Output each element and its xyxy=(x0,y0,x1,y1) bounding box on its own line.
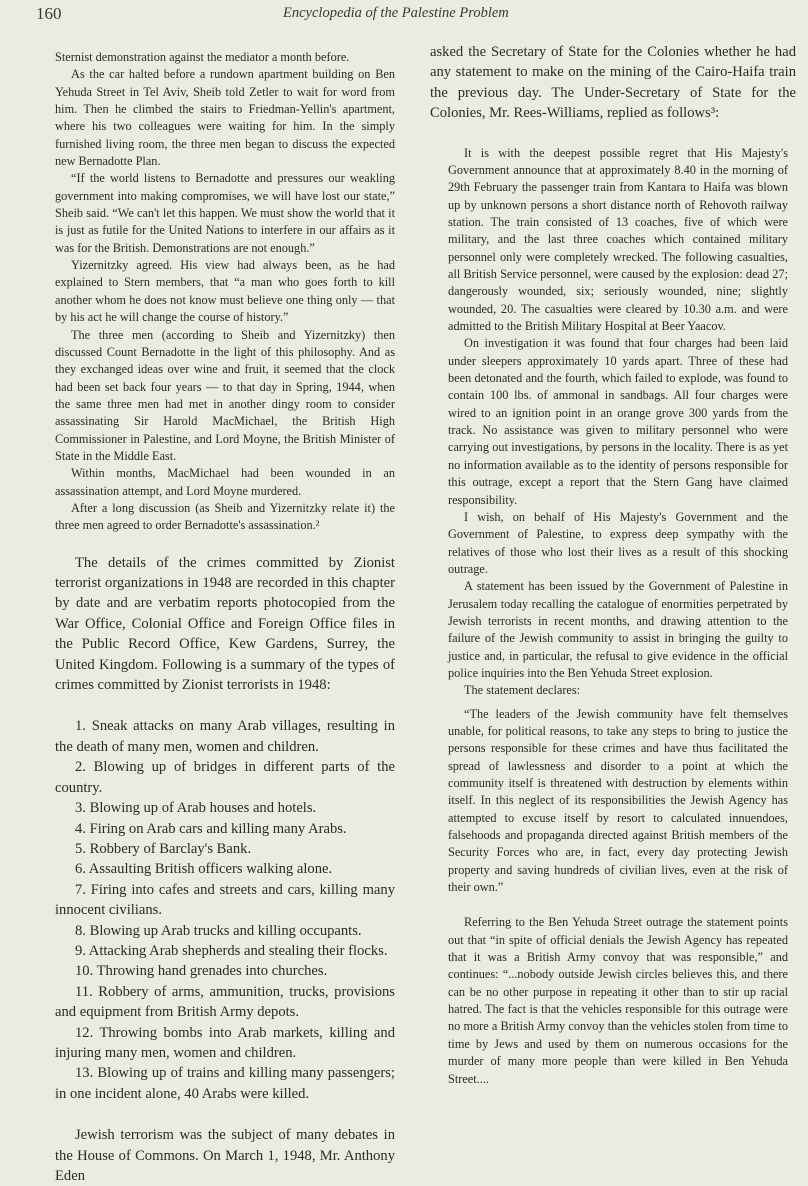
paragraph: As the car halted before a rundown apartment building on Ben Yehuda Street in Tel Aviv, Sheib told Zetler to wait for word from him. Then he climbed the stairs to Friedman-Yellin's apartment, where his two colleagues were waiting for him. In the simply furnished living room, the three men began to discuss the expected new Bernadotte Plan. xyxy=(55,67,395,169)
paragraph: Within months, MacMichael had been wounded in an assassination attempt, and Lord Moyne murdered. xyxy=(55,466,395,498)
referring-paragraph: Referring to the Ben Yehuda Street outrage the statement points out that “in spite of official denials the Jewish Agency has repeated that it was a British Army convoy that was responsible,” and continues: “...nobody outside Jewish circles believes this, and there can be no other purpose in repeating it other than to stir up racial hatred. The fact is that the vehicles responsible for this outrage were no more a British Army convoy than the vehicles stolen from time to time by Jews and used by them on numerous occasions for the murder of many more people than were killed in Ben Yehuda Street.... xyxy=(448,915,788,1086)
quoted-statement xyxy=(448,145,788,1088)
narrative-section xyxy=(55,49,395,535)
paragraph: The statement declares: xyxy=(464,683,581,698)
paragraph: I wish, on behalf of His Majesty's Government and the Government of Palestine, to express deep sympathy with the relatives of those who lost their lives as a result of this shocking outrage. xyxy=(448,509,788,576)
left-column xyxy=(55,49,395,1186)
list-item: 9. Attacking Arab shepherds and stealing their flocks. xyxy=(75,942,388,959)
crimes-list xyxy=(55,716,395,1104)
list-item: 6. Assaulting British officers walking alone. xyxy=(75,861,333,878)
list-item: 5. Robbery of Barclay's Bank. xyxy=(75,840,252,857)
list-item: 2. Blowing up of bridges in different parts of the country. xyxy=(55,759,395,796)
paragraph: “If the world listens to Bernadotte and pressures our weakling government into making compromises, we will have lost our state,” Sheib said. “We can't let this happen. We must show the world that it is just as futile for the United Nations to interfere in our affairs as it was for the British. Demonstrations are not enough.” xyxy=(55,171,395,255)
list-item: 12. Throwing bombs into Arab markets, killing and injuring many men, women and children. xyxy=(55,1024,395,1061)
list-item: 11. Robbery of arms, ammunition, trucks, provisions and equipment from British Army depots. xyxy=(55,983,395,1021)
list-item: 3. Blowing up of Arab houses and hotels. xyxy=(75,800,317,817)
list-item: 4. Firing on Arab cars and killing many Arabs. xyxy=(75,820,347,837)
summary-section xyxy=(55,553,395,1186)
paragraph: A statement has been issued by the Government of Palestine in Jerusalem today recalling the catalogue of enormities perpetrated by Jewish terrorists in recent months, and drawing attention to the failure of the Jewish community to assist in bringing the guilty to justice and, in particular, the refusal to give evidence in the official police inquiries into the Ben Yehuda Street explosion. xyxy=(448,579,788,680)
intro-paragraph: The details of the crimes committed by Zionist terrorist organizations in 1948 are recorded in this chapter by date and are verbatim reports photocopied from the War Office, Colonial Office and Foreign Office files in the Public Record Office, Kew Gardens, Surrey, the United Kingdom. Following is a summary of the types of crimes committed by Zionist terrorists in 1948: xyxy=(55,554,395,694)
closing-paragraph: Jewish terrorism was the subject of many debates in the House of Commons. On March 1, 1948, Mr. Anthony Eden xyxy=(55,1127,395,1184)
paragraph: On investigation it was found that four charges had been laid under sleepers approximately 10 yards apart. Three of these had been detonated and the fourth, which failed to explode, was found to contain 100 lbs. of ammonal in sandbags. All four charges were wired to an ignition point in an orange grove 300 yards from the track. No assistance was given to military personnel who were carrying out investigations, by persons in the locality. There is as yet no information available as to the identity of persons responsible for this outrage, except a report that the Stern Gang have claimed responsibility. xyxy=(448,336,788,507)
list-item: 10. Throwing hand grenades into churches. xyxy=(75,963,328,980)
declaration-paragraph: “The leaders of the Jewish community have felt themselves unable, for political reasons, to take any steps to bring to justice the persons responsible for these crimes and have thus facilitated the spread of lawlessness and disorder to a point at which the community itself is threatened with destruction by elements within itself. In this neglect of its responsibilities the Jewish Agency has attempted to excuse itself by resort to calculated innuendoes, falsehoods and propaganda directed against British members of the Security Forces who are, in fact, every day protecting Jewish property and saving hundreds of civilian lives, even at the risk of their own.” xyxy=(448,706,788,895)
list-item: 8. Blowing up Arab trucks and killing occupants. xyxy=(75,922,362,939)
paragraph: After a long discussion (as Sheib and Yizernitzky relate it) the three men agreed to order Bernadotte's assassination.² xyxy=(55,500,395,533)
page-number: 160 xyxy=(36,4,62,23)
paragraph: Yizernitzky agreed. His view had always been, as he had explained to Stern members, that “a man who goes forth to kill another whom he does not know must believe one thing only — that by his act he will change the course of history.” xyxy=(55,258,395,325)
paragraph: Sternist demonstration against the mediator a month before. xyxy=(55,50,350,64)
running-head: Encyclopedia of the Palestine Problem xyxy=(283,5,509,21)
list-item: 1. Sneak attacks on many Arab villages, resulting in the death of many men, women and children. xyxy=(55,718,395,755)
list-item: 7. Firing into cafes and streets and cars, killing many innocent civilians. xyxy=(55,881,395,919)
lead-paragraph: asked the Secretary of State for the Colonies whether he had any statement to make on the mining of the Cairo-Haifa train the previous day. The Under-Secretary of State for the Colonies, Mr. Rees-Williams, replied as follows³: xyxy=(430,44,796,122)
paragraph: It is with the deepest possible regret that His Majesty's Government announce that at approximately 8.40 in the morning of 29th February the passenger train from Kantara to Haifa was blown up by unknown persons a short distance north of Rehovoth railway station. The train consisted of 13 coaches, five of which were military, and the last three coaches which contained military personnel only were completely wrecked. The following casualties, all British Service personnel, were caused by the explosion: dead 27; dangerously wounded, six; seriously wounded, nine; slightly wounded, 20. The casualties were cleared by 10.30 a.m. and were admitted to the British Military Hospital at Beer Yaacov. xyxy=(448,145,788,334)
right-column xyxy=(430,42,796,1088)
list-item: 13. Blowing up of trains and killing many passengers; in one incident alone, 40 Arabs were killed. xyxy=(55,1065,395,1102)
paragraph: The three men (according to Sheib and Yizernitzky) then discussed Count Bernadotte in the light of this philosophy. And as they exchanged ideas over wine and fruit, it seemed that the clock had been set back four years — to that day in Spring, 1944, when the same three men had met in another dingy room to consider assassinating Sir Harold MacMichael, the British High Commissioner in Palestine, and Lord Moyne, the British Minister of State in the Middle East. xyxy=(55,327,395,463)
